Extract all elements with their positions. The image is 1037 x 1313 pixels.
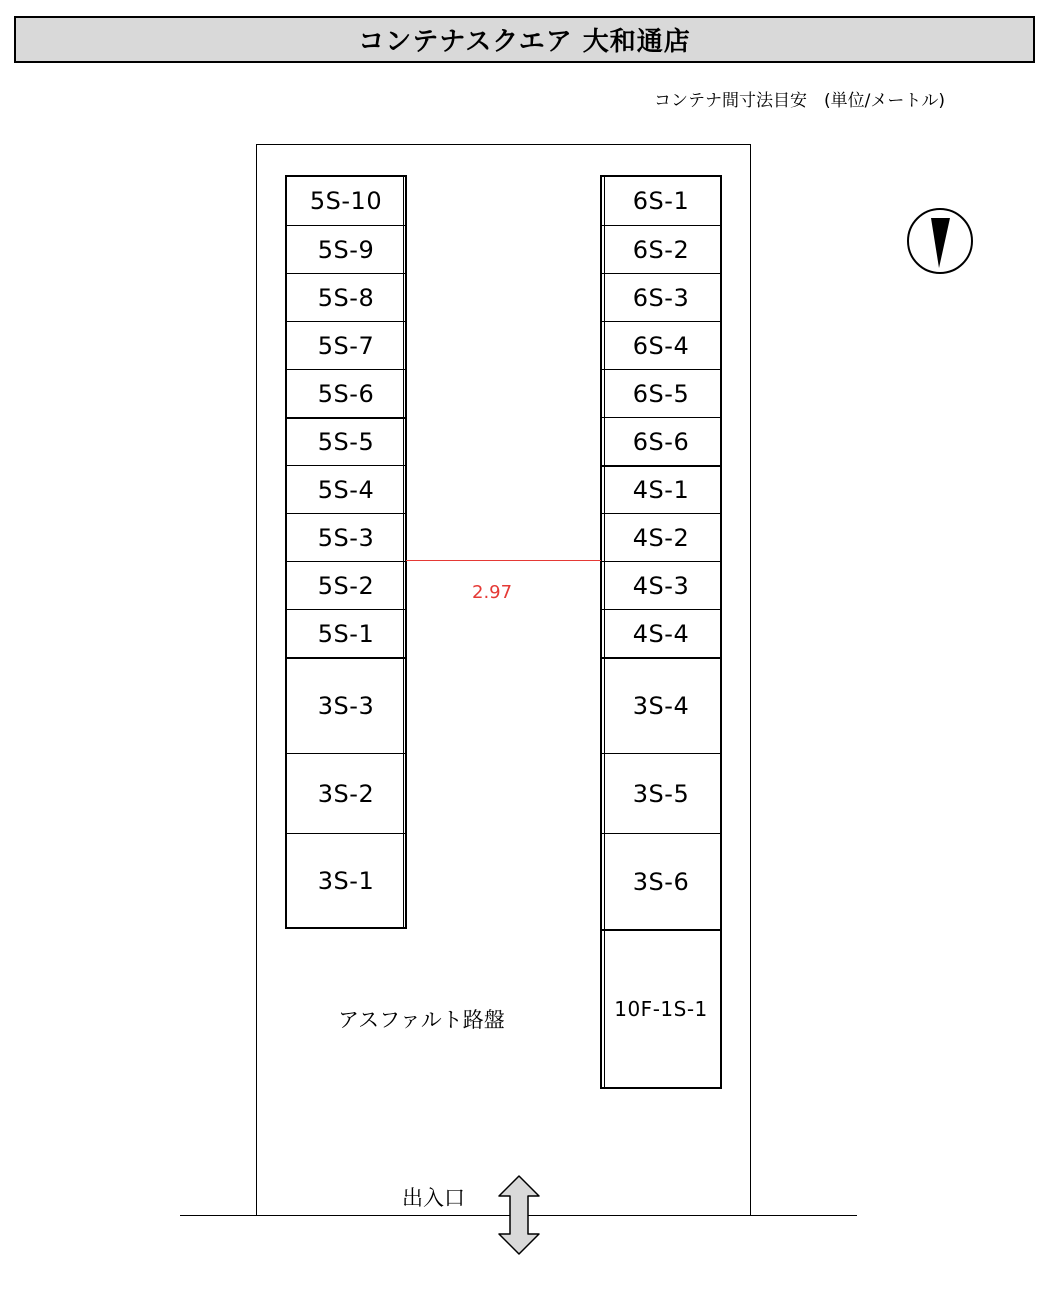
unit-5s-4[interactable]: 5S-4 bbox=[287, 465, 405, 513]
unit-6s-5[interactable]: 6S-5 bbox=[602, 369, 720, 417]
unit-5s-9[interactable]: 5S-9 bbox=[287, 225, 405, 273]
dimension-line bbox=[406, 560, 601, 561]
unit-5s-2[interactable]: 5S-2 bbox=[287, 561, 405, 609]
unit-3s-2[interactable]: 3S-2 bbox=[287, 753, 405, 833]
dimension-note: コンテナ間寸法目安 (単位/メートル) bbox=[654, 91, 945, 111]
unit-6s-1[interactable]: 6S-1 bbox=[632, 187, 690, 215]
unit-5s-8[interactable]: 5S-8 bbox=[287, 273, 405, 321]
right-container-column bbox=[600, 175, 722, 1089]
unit-5s-5[interactable]: 5S-5 bbox=[287, 417, 405, 465]
page-title: コンテナスクエア 大和通店 bbox=[14, 16, 1035, 63]
unit-10f-1s-1[interactable]: 10F-1S-1 bbox=[602, 929, 720, 1087]
surface-label: アスファルト路盤 bbox=[338, 1008, 505, 1032]
unit-4s-3[interactable]: 4S-3 bbox=[602, 561, 720, 609]
unit-6s-4[interactable]: 6S-4 bbox=[602, 321, 720, 369]
entrance-label: 出入口 bbox=[402, 1186, 465, 1210]
unit-4s-2[interactable]: 4S-2 bbox=[602, 513, 720, 561]
double-arrow-icon bbox=[496, 1174, 542, 1256]
unit-3s-5[interactable]: 3S-5 bbox=[602, 753, 720, 833]
north-arrow-icon bbox=[906, 206, 974, 278]
unit-3s-4[interactable]: 3S-4 bbox=[602, 657, 720, 753]
dimension-label: 2.97 bbox=[472, 582, 513, 603]
unit-6s-3[interactable]: 6S-3 bbox=[602, 273, 720, 321]
unit-6s-6[interactable]: 6S-6 bbox=[602, 417, 720, 465]
unit-5s-6[interactable]: 5S-6 bbox=[287, 369, 405, 417]
unit-6s-2[interactable]: 6S-2 bbox=[602, 225, 720, 273]
unit-5s-1[interactable]: 5S-1 bbox=[287, 609, 405, 657]
unit-4s-1[interactable]: 4S-1 bbox=[602, 465, 720, 513]
unit-5s-3[interactable]: 5S-3 bbox=[287, 513, 405, 561]
unit-5s-7[interactable]: 5S-7 bbox=[287, 321, 405, 369]
unit-4s-4[interactable]: 4S-4 bbox=[602, 609, 720, 657]
left-container-column bbox=[285, 175, 407, 929]
unit-3s-6[interactable]: 3S-6 bbox=[602, 833, 720, 929]
unit-3s-3[interactable]: 3S-3 bbox=[287, 657, 405, 753]
unit-3s-1[interactable]: 3S-1 bbox=[287, 833, 405, 927]
unit-5s-10[interactable]: 5S-10 bbox=[309, 187, 383, 215]
